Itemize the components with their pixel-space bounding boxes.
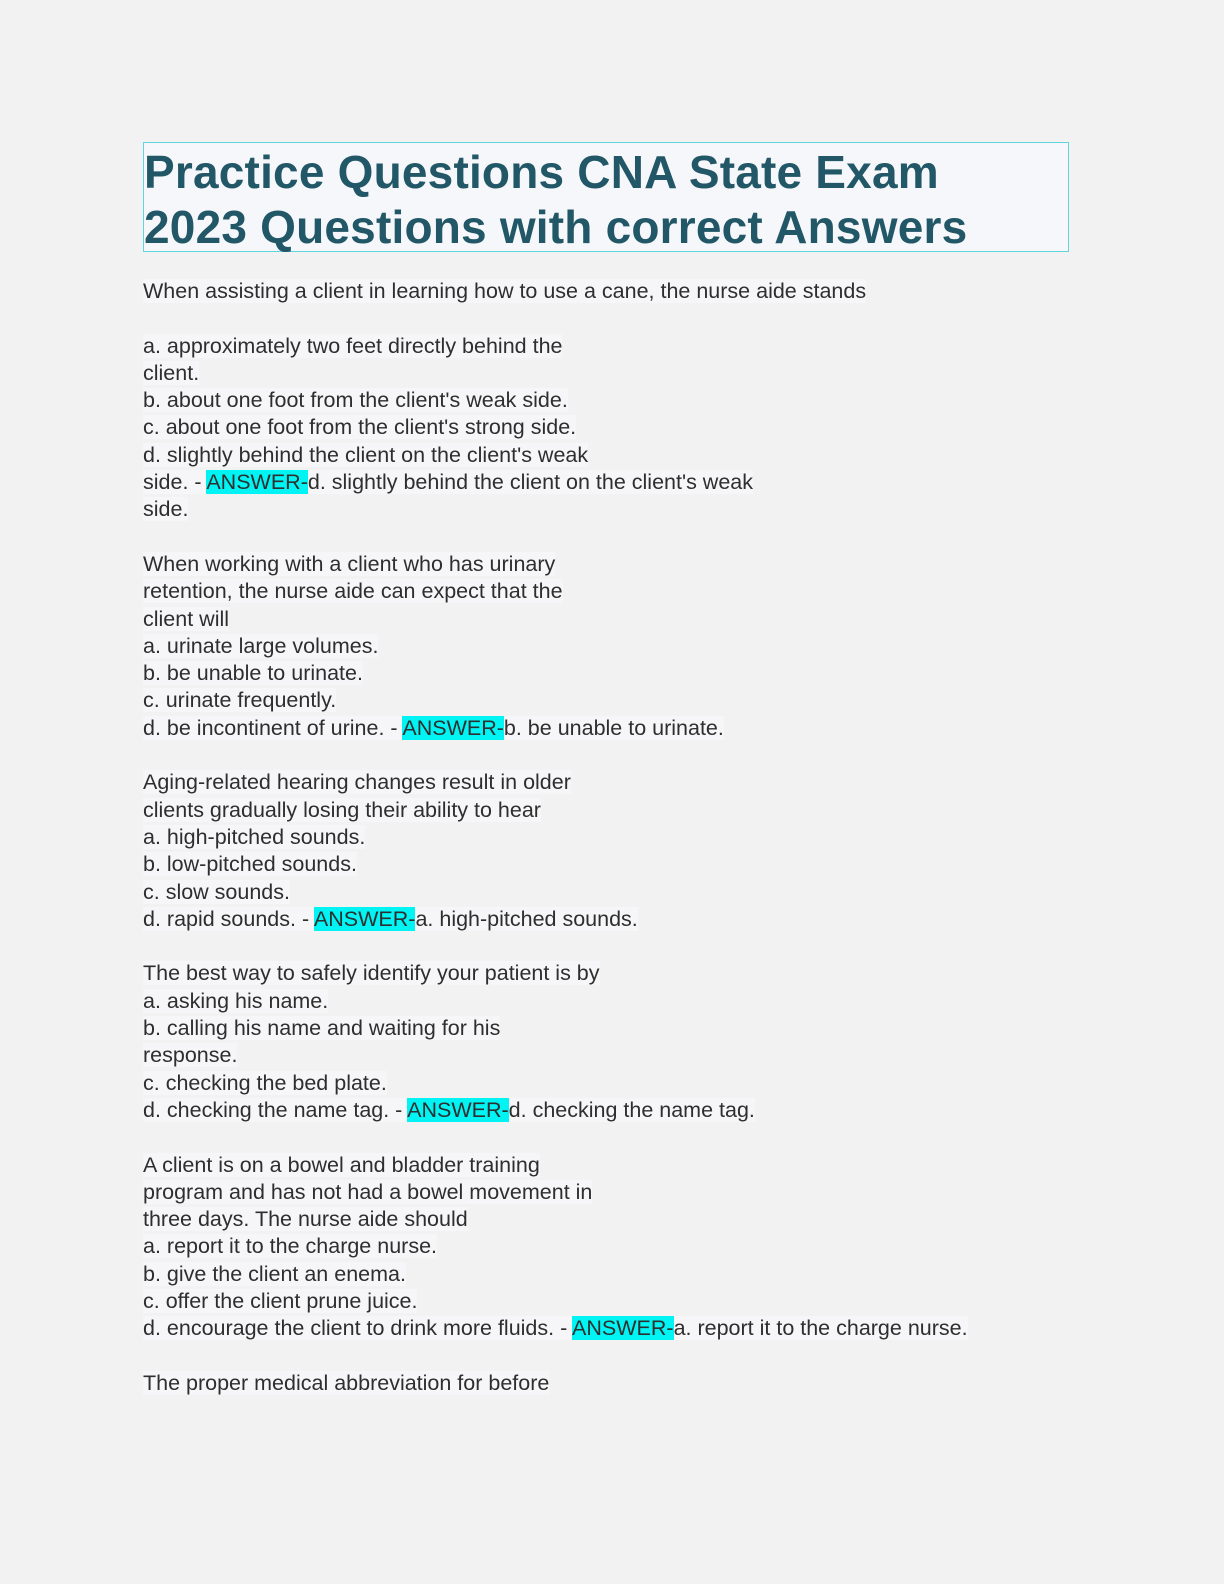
answer-highlight: ANSWER- (572, 1316, 674, 1341)
answer-line (143, 715, 1073, 742)
answer-line (143, 469, 1073, 496)
question-stem: The best way to safely identify your patient is by (143, 961, 600, 986)
correct-answer: d. checking the name tag. (508, 1097, 755, 1122)
answer-line (143, 1315, 1073, 1342)
question-stem: When working with a client who has urinary (143, 551, 556, 576)
answer-prefix: side. - (143, 470, 207, 495)
question-stem: program and has not had a bowel movement in (143, 1179, 593, 1204)
answer-prefix: d. be incontinent of urine. - (143, 715, 403, 740)
title-box (143, 142, 1069, 252)
question-block (143, 769, 1073, 933)
question-stem: retention, the nurse aide can expect that the (143, 579, 563, 604)
document-title-line-1: Practice Questions CNA State Exam (144, 146, 939, 198)
answer-option: c. checking the bed plate. (143, 1070, 387, 1095)
answer-option: c. about one foot from the client's strong side. (143, 415, 577, 440)
answer-option: d. slightly behind the client on the client's weak (143, 442, 589, 467)
question-block (143, 1152, 1073, 1343)
answer-option: b. low-pitched sounds. (143, 852, 357, 877)
question-stem: client will (143, 606, 230, 631)
answer-option: b. calling his name and waiting for his (143, 1016, 501, 1041)
answer-highlight: ANSWER- (407, 1097, 509, 1122)
question-block (143, 1370, 1073, 1397)
question-stem: Aging-related hearing changes result in older (143, 770, 571, 795)
question-stem: The proper medical abbreviation for before (143, 1370, 550, 1395)
answer-prefix: d. rapid sounds. - (143, 906, 314, 931)
question-block (143, 551, 1073, 742)
answer-highlight: ANSWER- (313, 906, 416, 931)
question-stem: three days. The nurse aide should (143, 1207, 468, 1232)
answer-option: b. be unable to urinate. (143, 661, 363, 686)
questions-list (143, 278, 1073, 1397)
answer-highlight: ANSWER- (206, 470, 308, 495)
answer-highlight: ANSWER- (402, 715, 504, 740)
document-title-line-2: 2023 Questions with correct Answers (144, 201, 968, 253)
answer-option: a. urinate large volumes. (143, 633, 379, 658)
answer-option: client. (143, 360, 200, 385)
answer-prefix: d. checking the name tag. - (143, 1097, 408, 1122)
answer-option: a. approximately two feet directly behind the (143, 333, 563, 358)
correct-answer: a. high-pitched sounds. (415, 906, 638, 931)
answer-prefix: d. encourage the client to drink more fluids. - (143, 1316, 573, 1341)
question-stem: A client is on a bowel and bladder training (143, 1152, 540, 1177)
answer-option: c. offer the client prune juice. (143, 1288, 418, 1313)
answer-line (143, 906, 1073, 933)
answer-option: a. high-pitched sounds. (143, 824, 366, 849)
answer-option: b. about one foot from the client's weak side. (143, 388, 568, 413)
correct-answer: a. report it to the charge nurse. (673, 1316, 968, 1341)
question-block (143, 278, 1073, 524)
answer-line-continued: side. (143, 497, 189, 522)
answer-option: c. urinate frequently. (143, 688, 337, 713)
answer-option: b. give the client an enema. (143, 1261, 406, 1286)
answer-option: c. slow sounds. (143, 879, 290, 904)
question-stem: When assisting a client in learning how to use a cane, the nurse aide stands (143, 279, 867, 303)
question-block (143, 960, 1073, 1124)
answer-option: response. (143, 1043, 238, 1068)
correct-answer: b. be unable to urinate. (503, 715, 724, 740)
answer-line (143, 1097, 1073, 1124)
question-stem: clients gradually losing their ability to hear (143, 797, 541, 822)
answer-option: a. report it to the charge nurse. (143, 1234, 437, 1259)
answer-option: a. asking his name. (143, 988, 329, 1013)
correct-answer: d. slightly behind the client on the client's weak (307, 470, 753, 495)
